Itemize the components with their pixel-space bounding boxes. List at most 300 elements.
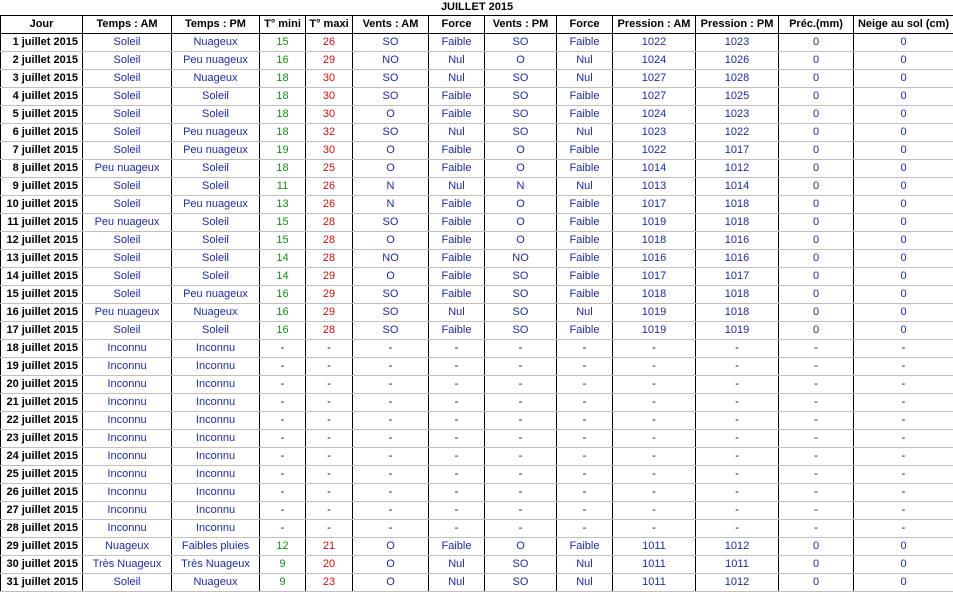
table-cell: 4 juillet 2015 [1, 88, 83, 106]
table-cell: Inconnu [83, 376, 172, 394]
table-cell: Nuageux [172, 34, 260, 52]
table-cell: 0 [854, 70, 953, 88]
table-cell: 26 [306, 196, 353, 214]
table-cell: Soleil [83, 286, 172, 304]
table-cell: Inconnu [83, 412, 172, 430]
table-cell: SO [353, 34, 429, 52]
table-cell: SO [485, 268, 557, 286]
table-cell: - [260, 430, 306, 448]
column-header: Neige au sol (cm) [854, 16, 953, 34]
table-cell: 0 [854, 232, 953, 250]
table-cell: 0 [779, 70, 854, 88]
table-cell: - [854, 376, 953, 394]
table-cell: Soleil [83, 574, 172, 592]
table-cell: 0 [854, 52, 953, 70]
table-cell: - [696, 430, 779, 448]
table-cell: - [429, 394, 485, 412]
table-row [1, 430, 953, 448]
table-cell: 18 [260, 70, 306, 88]
table-cell: 28 [306, 250, 353, 268]
table-cell: - [613, 484, 696, 502]
table-cell: 1018 [696, 196, 779, 214]
table-cell: - [260, 376, 306, 394]
table-cell: O [353, 556, 429, 574]
table-cell: 1011 [613, 556, 696, 574]
table-cell: - [429, 484, 485, 502]
table-cell: 30 [306, 142, 353, 160]
table-cell: Inconnu [83, 394, 172, 412]
table-cell: - [854, 466, 953, 484]
table-cell: SO [353, 286, 429, 304]
column-header: Force [429, 16, 485, 34]
table-cell: 28 juillet 2015 [1, 520, 83, 538]
table-cell: - [696, 520, 779, 538]
table-cell: 0 [854, 322, 953, 340]
table-cell: SO [485, 124, 557, 142]
table-cell: SO [353, 88, 429, 106]
sheet-title: JUILLET 2015 [1, 0, 953, 16]
table-cell: - [260, 448, 306, 466]
table-cell: Inconnu [172, 376, 260, 394]
table-cell: Soleil [172, 232, 260, 250]
table-cell: 0 [854, 574, 953, 592]
table-cell: 1018 [696, 304, 779, 322]
table-cell: 1024 [613, 52, 696, 70]
table-cell: - [854, 430, 953, 448]
table-cell: - [613, 430, 696, 448]
table-cell: Faible [429, 34, 485, 52]
table-cell: 1023 [696, 106, 779, 124]
table-cell: 23 [306, 574, 353, 592]
table-cell: 8 juillet 2015 [1, 160, 83, 178]
table-cell: - [613, 340, 696, 358]
table-cell: 17 juillet 2015 [1, 322, 83, 340]
table-row [1, 556, 953, 574]
table-cell: O [353, 106, 429, 124]
table-cell: - [613, 502, 696, 520]
column-header: Jour [1, 16, 83, 34]
table-cell: 16 [260, 322, 306, 340]
table-row [1, 376, 953, 394]
table-cell: - [779, 502, 854, 520]
table-cell: - [613, 394, 696, 412]
table-cell: 0 [854, 178, 953, 196]
table-cell: 26 [306, 34, 353, 52]
table-cell: 13 [260, 196, 306, 214]
table-row [1, 52, 953, 70]
table-cell: 1022 [613, 34, 696, 52]
table-cell: Inconnu [83, 340, 172, 358]
table-cell: - [613, 412, 696, 430]
table-row [1, 484, 953, 502]
table-cell: - [696, 358, 779, 376]
table-cell: - [306, 430, 353, 448]
table-cell: 29 [306, 268, 353, 286]
table-cell: Inconnu [172, 448, 260, 466]
table-cell: Faible [429, 160, 485, 178]
table-cell: Inconnu [172, 484, 260, 502]
table-cell: Soleil [172, 88, 260, 106]
table-cell: 0 [854, 106, 953, 124]
table-cell: Faible [557, 88, 613, 106]
table-cell: Nul [429, 556, 485, 574]
table-cell: - [429, 520, 485, 538]
table-cell: 25 juillet 2015 [1, 466, 83, 484]
table-cell: - [353, 466, 429, 484]
table-row [1, 538, 953, 556]
table-cell: - [485, 484, 557, 502]
table-cell: 0 [854, 304, 953, 322]
table-cell: - [260, 484, 306, 502]
table-cell: Inconnu [83, 466, 172, 484]
table-cell: Inconnu [83, 358, 172, 376]
table-cell: SO [485, 34, 557, 52]
table-cell: Soleil [83, 268, 172, 286]
table-cell: - [696, 502, 779, 520]
table-cell: 0 [854, 124, 953, 142]
table-cell: - [696, 484, 779, 502]
table-cell: Inconnu [83, 484, 172, 502]
table-cell: 20 juillet 2015 [1, 376, 83, 394]
table-cell: 1018 [696, 214, 779, 232]
table-cell: - [779, 340, 854, 358]
table-cell: 1018 [613, 232, 696, 250]
table-cell: - [557, 358, 613, 376]
table-cell: Soleil [172, 214, 260, 232]
table-cell: SO [353, 214, 429, 232]
table-cell: 0 [779, 574, 854, 592]
table-cell: O [485, 232, 557, 250]
table-cell: SO [485, 556, 557, 574]
table-cell: Soleil [172, 160, 260, 178]
table-row [1, 574, 953, 592]
table-cell: O [485, 52, 557, 70]
table-cell: Soleil [172, 106, 260, 124]
table-cell: 0 [779, 556, 854, 574]
table-cell: - [485, 520, 557, 538]
table-cell: 10 juillet 2015 [1, 196, 83, 214]
table-cell: Peu nuageux [172, 124, 260, 142]
table-cell: 1017 [696, 268, 779, 286]
table-cell: - [306, 394, 353, 412]
table-cell: - [485, 502, 557, 520]
table-cell: Inconnu [172, 358, 260, 376]
table-cell: - [557, 448, 613, 466]
table-cell: SO [485, 70, 557, 88]
table-cell: - [260, 502, 306, 520]
table-cell: 1019 [613, 214, 696, 232]
table-cell: 0 [779, 124, 854, 142]
table-cell: 1027 [613, 88, 696, 106]
table-cell: Nuageux [83, 538, 172, 556]
table-cell: Faible [429, 538, 485, 556]
table-cell: Inconnu [83, 430, 172, 448]
table-row [1, 448, 953, 466]
table-cell: - [696, 340, 779, 358]
table-cell: Nul [557, 52, 613, 70]
table-cell: 14 juillet 2015 [1, 268, 83, 286]
table-cell: Peu nuageux [83, 304, 172, 322]
table-cell: Très Nuageux [83, 556, 172, 574]
table-cell: - [696, 466, 779, 484]
table-cell: 1022 [696, 124, 779, 142]
table-cell: Faible [557, 250, 613, 268]
table-cell: Inconnu [83, 520, 172, 538]
table-row [1, 34, 953, 52]
table-cell: 29 [306, 304, 353, 322]
table-cell: Nul [557, 304, 613, 322]
column-header: T° mini [260, 16, 306, 34]
table-cell: Soleil [172, 250, 260, 268]
table-row [1, 196, 953, 214]
table-cell: 26 juillet 2015 [1, 484, 83, 502]
table-cell: - [557, 466, 613, 484]
table-cell: Soleil [83, 232, 172, 250]
table-cell: Soleil [83, 34, 172, 52]
table-cell: Inconnu [172, 430, 260, 448]
table-cell: - [557, 394, 613, 412]
table-cell: 1014 [696, 178, 779, 196]
table-cell: Inconnu [172, 520, 260, 538]
table-cell: - [306, 502, 353, 520]
table-cell: - [557, 430, 613, 448]
table-cell: Faible [557, 34, 613, 52]
table-cell: - [353, 502, 429, 520]
column-header: Temps : PM [172, 16, 260, 34]
table-cell: Inconnu [172, 466, 260, 484]
table-cell: 0 [854, 250, 953, 268]
column-header: Vents : AM [353, 16, 429, 34]
table-cell: Peu nuageux [83, 214, 172, 232]
table-row [1, 160, 953, 178]
table-cell: 30 [306, 106, 353, 124]
table-cell: Faible [429, 268, 485, 286]
table-cell: 0 [779, 286, 854, 304]
table-cell: O [485, 160, 557, 178]
table-cell: 0 [779, 106, 854, 124]
table-cell: 18 juillet 2015 [1, 340, 83, 358]
table-cell: 0 [779, 196, 854, 214]
table-cell: Peu nuageux [83, 160, 172, 178]
table-row [1, 304, 953, 322]
table-cell: 12 juillet 2015 [1, 232, 83, 250]
table-cell: - [306, 340, 353, 358]
table-cell: 0 [779, 52, 854, 70]
table-cell: - [353, 448, 429, 466]
table-cell: - [306, 484, 353, 502]
table-cell: Inconnu [83, 448, 172, 466]
table-cell: SO [485, 286, 557, 304]
table-cell: 18 [260, 106, 306, 124]
table-cell: - [353, 358, 429, 376]
table-cell: Inconnu [172, 412, 260, 430]
table-cell: Peu nuageux [172, 286, 260, 304]
table-cell: O [353, 538, 429, 556]
table-cell: Faible [557, 106, 613, 124]
table-cell: Très Nuageux [172, 556, 260, 574]
table-cell: - [696, 394, 779, 412]
column-header: Vents : PM [485, 16, 557, 34]
table-cell: - [429, 358, 485, 376]
table-cell: NO [353, 250, 429, 268]
table-cell: 15 [260, 214, 306, 232]
table-cell: 9 [260, 574, 306, 592]
table-row [1, 178, 953, 196]
column-header: Temps : AM [83, 16, 172, 34]
table-row [1, 142, 953, 160]
table-cell: 18 [260, 88, 306, 106]
table-cell: 32 [306, 124, 353, 142]
table-cell: Soleil [83, 88, 172, 106]
table-cell: Nul [557, 70, 613, 88]
table-cell: SO [353, 304, 429, 322]
table-cell: Inconnu [172, 340, 260, 358]
table-cell: Peu nuageux [172, 196, 260, 214]
table-cell: 1012 [696, 538, 779, 556]
table-cell: Soleil [83, 178, 172, 196]
table-cell: - [260, 340, 306, 358]
table-cell: Nul [429, 574, 485, 592]
table-cell: Faible [429, 232, 485, 250]
table-cell: 21 juillet 2015 [1, 394, 83, 412]
table-row [1, 124, 953, 142]
table-row [1, 250, 953, 268]
table-cell: - [557, 340, 613, 358]
table-cell: - [779, 466, 854, 484]
table-cell: 0 [854, 142, 953, 160]
table-row [1, 286, 953, 304]
table-cell: N [485, 178, 557, 196]
table-cell: - [696, 376, 779, 394]
table-cell: - [353, 394, 429, 412]
table-cell: - [429, 448, 485, 466]
table-cell: - [306, 412, 353, 430]
table-cell: - [854, 484, 953, 502]
table-row [1, 340, 953, 358]
table-cell: 0 [779, 232, 854, 250]
table-cell: Soleil [83, 106, 172, 124]
table-cell: - [485, 466, 557, 484]
table-cell: 0 [779, 304, 854, 322]
table-cell: 28 [306, 232, 353, 250]
table-cell: - [485, 340, 557, 358]
table-cell: 7 juillet 2015 [1, 142, 83, 160]
table-cell: 0 [854, 88, 953, 106]
table-cell: 1012 [696, 574, 779, 592]
table-cell: - [353, 340, 429, 358]
table-cell: - [485, 430, 557, 448]
table-cell: - [429, 430, 485, 448]
table-cell: Faibles pluies [172, 538, 260, 556]
table-cell: - [485, 448, 557, 466]
table-cell: Soleil [83, 70, 172, 88]
table-cell: Nuageux [172, 574, 260, 592]
table-cell: 30 [306, 70, 353, 88]
table-cell: Faible [557, 322, 613, 340]
table-cell: 2 juillet 2015 [1, 52, 83, 70]
table-cell: 11 juillet 2015 [1, 214, 83, 232]
table-cell: 1023 [613, 124, 696, 142]
column-header: Pression : AM [613, 16, 696, 34]
table-cell: 28 [306, 322, 353, 340]
table-cell: Inconnu [172, 394, 260, 412]
table-row [1, 322, 953, 340]
table-cell: - [779, 412, 854, 430]
table-row [1, 394, 953, 412]
table-cell: 0 [779, 214, 854, 232]
table-cell: SO [353, 322, 429, 340]
column-header: Préc.(mm) [779, 16, 854, 34]
table-cell: 16 [260, 52, 306, 70]
table-cell: Faible [429, 142, 485, 160]
table-cell: SO [485, 304, 557, 322]
table-cell: Nul [429, 178, 485, 196]
table-cell: Faible [557, 142, 613, 160]
table-cell: Faible [429, 322, 485, 340]
table-cell: - [485, 394, 557, 412]
table-cell: Inconnu [172, 502, 260, 520]
table-cell: 19 juillet 2015 [1, 358, 83, 376]
table-row [1, 502, 953, 520]
table-cell: - [779, 520, 854, 538]
table-cell: - [485, 412, 557, 430]
table-cell: 1026 [696, 52, 779, 70]
table-cell: 1017 [696, 142, 779, 160]
table-cell: Soleil [83, 196, 172, 214]
table-cell: - [353, 412, 429, 430]
table-cell: - [306, 520, 353, 538]
table-cell: - [613, 448, 696, 466]
table-cell: - [854, 502, 953, 520]
table-row [1, 88, 953, 106]
table-cell: SO [485, 322, 557, 340]
table-cell: 16 [260, 304, 306, 322]
table-cell: 27 juillet 2015 [1, 502, 83, 520]
table-cell: 20 [306, 556, 353, 574]
table-cell: 1012 [696, 160, 779, 178]
table-cell: SO [485, 106, 557, 124]
table-cell: 1019 [613, 322, 696, 340]
table-cell: - [854, 358, 953, 376]
table-cell: 0 [779, 178, 854, 196]
table-cell: - [429, 466, 485, 484]
table-cell: N [353, 196, 429, 214]
table-cell: Nul [557, 556, 613, 574]
table-cell: SO [353, 124, 429, 142]
table-cell: 0 [779, 88, 854, 106]
table-cell: 26 [306, 178, 353, 196]
table-cell: 14 [260, 268, 306, 286]
table-cell: Faible [429, 250, 485, 268]
table-cell: Faible [557, 232, 613, 250]
table-cell: - [696, 412, 779, 430]
table-cell: Inconnu [83, 502, 172, 520]
table-row [1, 520, 953, 538]
table-cell: 0 [854, 268, 953, 286]
table-cell: - [854, 448, 953, 466]
table-cell: - [854, 520, 953, 538]
table-cell: 31 juillet 2015 [1, 574, 83, 592]
table-cell: 1022 [613, 142, 696, 160]
table-cell: - [557, 376, 613, 394]
table-cell: 29 [306, 286, 353, 304]
table-cell: NO [353, 52, 429, 70]
table-cell: - [353, 484, 429, 502]
table-cell: Soleil [83, 52, 172, 70]
table-cell: - [557, 412, 613, 430]
column-header: Pression : PM [696, 16, 779, 34]
table-cell: Soleil [83, 124, 172, 142]
